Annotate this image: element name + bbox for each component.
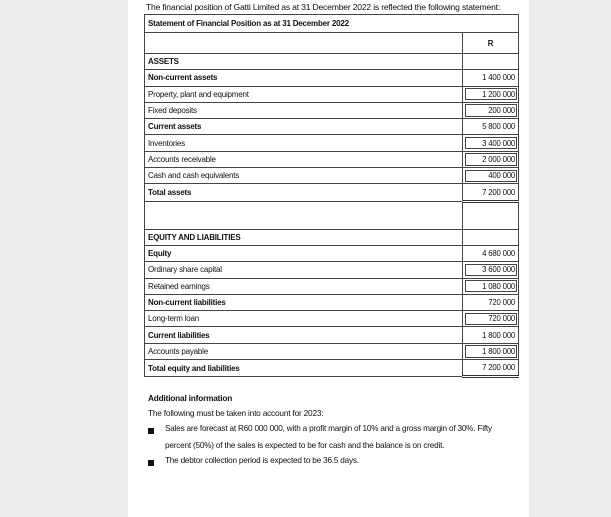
bullet-text-1: Sales are forecast at R60 000 000, with a profit margin of 10% and a gross margin of 30%. Fifty percent (50%) of the sales is expected to be for cash and the balance is on credit. [165,424,492,450]
row-label: Total equity and liabilities [145,360,463,377]
equity-heading: EQUITY AND LIABILITIES [145,229,463,245]
row-label: Non-current liabilities [145,294,463,310]
row-value: 7 200 000 [463,184,519,201]
row-value: 2 000 000 [463,151,519,167]
document-page [128,0,529,517]
table-row [145,360,519,377]
row-label: Long-term loan [145,311,463,327]
row-value: 720 000 [463,294,519,310]
table-row [145,343,519,359]
bullet-icon [148,460,154,466]
row-label: Accounts receivable [145,151,463,167]
table-row [145,311,519,327]
bullet-text-2: The debtor collection period is expected to be 36.5 days. [165,456,359,465]
table-row [145,294,519,310]
table-row [145,168,519,184]
table-row [145,102,519,118]
table-row [145,135,519,151]
table-row [145,119,519,135]
row-label: Equity [145,245,463,261]
row-label: Ordinary share capital [145,262,463,278]
row-value: 7 200 000 [463,360,519,377]
row-value: 1 200 000 [463,86,519,102]
row-label: Non-current assets [145,70,463,86]
assets-heading: ASSETS [145,54,463,70]
row-value: 3 400 000 [463,135,519,151]
table-row [145,245,519,261]
table-row [145,151,519,167]
row-label: Current assets [145,119,463,135]
row-label: Property, plant and equipment [145,86,463,102]
additional-info-lead: The following must be taken into account for 2023: [148,408,324,418]
unit-header: R [463,33,519,54]
viewer-left-margin [0,0,128,517]
row-value: 1 800 000 [463,327,519,343]
row-value: 1 400 000 [463,70,519,86]
row-value: 3 600 000 [463,262,519,278]
table-row [145,327,519,343]
row-value: 1 800 000 [463,343,519,359]
row-label: Current liabilities [145,327,463,343]
row-value: 5 800 000 [463,119,519,135]
table-row [145,70,519,86]
additional-info-title: Additional information [148,393,233,403]
row-label: Inventories [145,135,463,151]
row-label: Retained earnings [145,278,463,294]
row-value: 200 000 [463,102,519,118]
viewer-right-margin [529,0,611,517]
table-row [145,262,519,278]
row-label: Accounts payable [145,343,463,359]
statement-of-financial-position [144,14,519,378]
row-label: Cash and cash equivalents [145,168,463,184]
table-row [145,86,519,102]
table-row [145,278,519,294]
statement-title: Statement of Financial Position as at 31 December 2022 [145,15,519,33]
row-value: 1 080 000 [463,278,519,294]
row-label: Total assets [145,184,463,201]
intro-text: The financial position of Gatti Limited as at 31 December 2022 is reflected the following statement: [146,2,501,12]
bullet-icon [148,428,154,434]
row-value: 720 000 [463,311,519,327]
row-value: 400 000 [463,168,519,184]
row-value: 4 680 000 [463,245,519,261]
table-row [145,184,519,201]
row-label: Fixed deposits [145,102,463,118]
